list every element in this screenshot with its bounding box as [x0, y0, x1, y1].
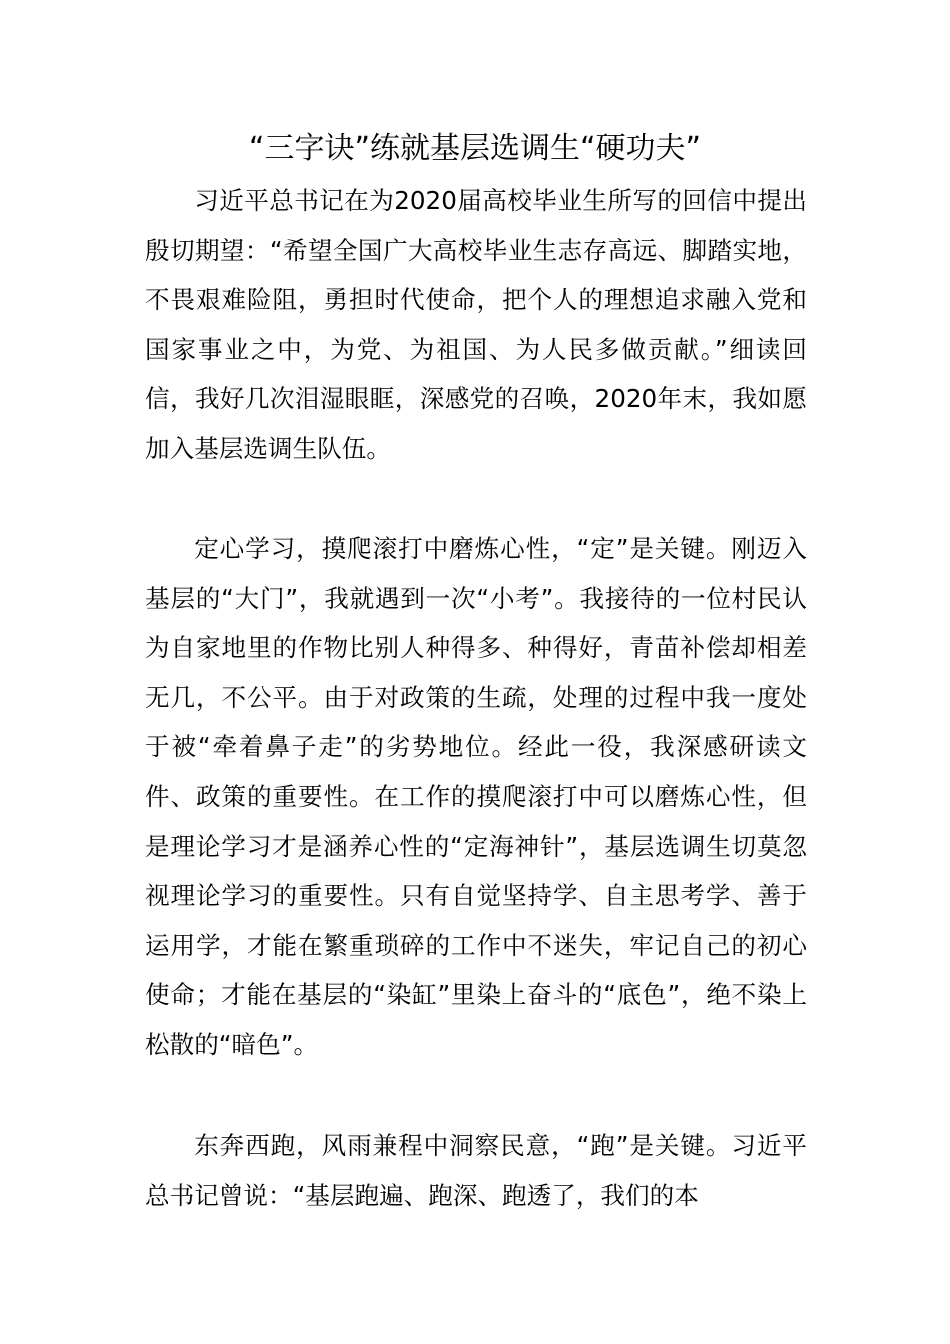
paragraph-3: 东奔西跑，风雨兼程中洞察民意，“跑”是关键。习近平总书记曾说：“基层跑遍、跑深、跑透了，我们的本 [145, 1131, 807, 1210]
document-title: “三字诀”练就基层选调生“硬功夫” [248, 131, 702, 166]
paragraph-2: 定心学习，摸爬滚打中磨炼心性，“定”是关键。刚迈入基层的“大门”，我就遇到一次“小考”。我接待的一位村民认为自家地里的作物比别人种得多、种得好，青苗补偿却相差无几，不公平。由于对政策的生疏，处理的过程中我一度处于被“牵着鼻子走”的劣势地位。经此一役，我深感研读文件、政策的重要性。在工作的摸爬滚打中可以磨炼心性，但是理论学习才是涵养心性的“定海神针”，基层选调生切莫忽视理论学习的重要性。只有自觉坚持学、自主思考学、善于运用学，才能在繁重琐碎的工作中不迷失，牢记自己的初心使命；才能在基层的“染缸”里染上奋斗的“底色”，绝不染上松散的“暗色”。 [145, 534, 807, 1059]
paragraph-1: 习近平总书记在为2020届高校毕业生所写的回信中提出殷切期望：“希望全国广大高校毕业生志存高远、脚踏实地，不畏艰难险阻，勇担时代使命，把个人的理想追求融入党和国家事业之中，为党、为祖国、为人民多做贡献。”细读回信，我好几次泪湿眼眶，深感党的召唤，2020年末，我如愿加入基层选调生队伍。 [145, 186, 807, 463]
